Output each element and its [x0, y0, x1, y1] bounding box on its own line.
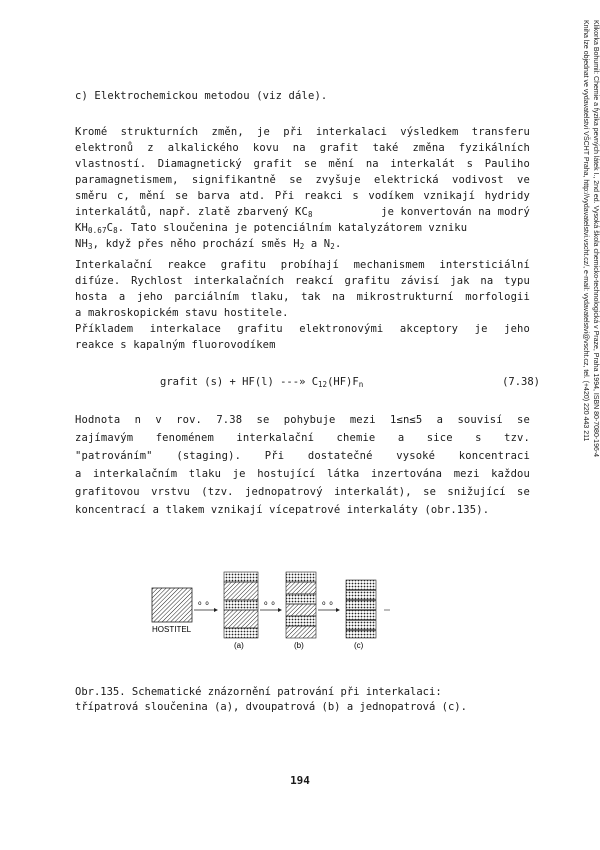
paragraph-line: difúze. Rychlost interkalačních reakcí grafitu závisí jak na typu: [75, 275, 530, 287]
side-publication-note: [560, 20, 600, 600]
guest-layer: [224, 600, 258, 610]
text-fragment: , když přes něho prochází směs H: [92, 238, 300, 250]
paragraph-line: "patrováním" (staging). Při dostatečné vysoké koncentraci: [75, 450, 530, 462]
arrow-head: [214, 608, 218, 612]
equation-text: grafit (s) + HF(l) ---» C: [160, 376, 319, 388]
page-number: 194: [290, 774, 310, 787]
text-fragment: KH: [75, 222, 88, 234]
text-fragment: a N: [304, 238, 331, 250]
graphite-layer: [286, 604, 316, 616]
caption-line-1: Obr.135. Schematické znázornění patrování při interkalaci:: [75, 686, 442, 698]
graphite-layer: [286, 582, 316, 594]
paragraph-line: zajímavým fenoménem interkalační chemie a sice s tzv.: [75, 432, 530, 444]
guest-layer: [286, 594, 316, 604]
label-b: (b): [294, 641, 304, 650]
paragraph-line: Interkalační reakce grafitu probíhají mechanismem intersticiální: [75, 259, 530, 271]
intercalation-arrow-label: o o: [322, 600, 333, 607]
paragraph-line: koncentrací a tlakem vznikají vícepatrové interkaláty (obr.135).: [75, 504, 490, 516]
paragraph-line: Příkladem interkalace grafitu elektronovými akceptory je jeho: [75, 323, 530, 335]
host-label: HOSTITEL: [152, 625, 192, 634]
paragraph-line-nh3: [75, 238, 530, 251]
arrow-head: [336, 608, 340, 612]
subscript: 8: [307, 210, 313, 219]
paragraph-line: a interkalačním tlaku je hostující látka inzertována mezi každou: [75, 468, 530, 480]
paragraph-line-kh: [75, 222, 530, 235]
paragraph-line: směru c, mění se barva atd. Při reakci s vodíkem vznikají hydridy: [75, 190, 530, 202]
guest-layer: [224, 572, 258, 582]
paragraph-line: elektronů z alkalického kovu na grafit také změna fyzikálních: [75, 142, 530, 154]
equation-number: (7.38): [502, 376, 540, 388]
subscript: 3: [87, 242, 93, 251]
graphite-layer: [286, 626, 316, 638]
subscript: 12: [318, 380, 328, 389]
method-item-c: c) Elektrochemickou metodou (viz dále).: [75, 90, 328, 102]
label-a: (a): [234, 641, 244, 650]
guest-layer: [286, 572, 316, 582]
arrow-head: [278, 608, 282, 612]
caption-line-2: třípatrová sloučenina (a), dvoupatrová (b) a jednopatrová (c).: [75, 701, 467, 713]
staging-schematic-figure: [150, 570, 410, 650]
guest-layer: [224, 628, 258, 638]
side-note-line-1: Klikorka Bohumil: Chemie a fyzika pevných látek I., 2nd ed. Vysoká škola chemicko-technologická v Praze, Praha 1994, ISBN 80-7080-196-4: [592, 20, 599, 458]
text-fragment: interkalátů, např. zlatě zbarvený KC: [75, 206, 308, 218]
label-c: (c): [354, 641, 364, 650]
paragraph-line: a makroskopickém stavu hostitele.: [75, 307, 289, 319]
host-graphite-block: [152, 588, 192, 622]
paragraph-line-kc8: [75, 206, 530, 219]
equation-text: (HF)F: [327, 376, 359, 388]
text-fragment: .: [334, 238, 342, 250]
paragraph-line: Kromé strukturních změn, je při interkalaci výsledkem transferu: [75, 126, 530, 138]
subscript: 8: [113, 226, 118, 235]
intercalation-arrow-label: o o: [264, 600, 275, 607]
equation-7-38: [160, 376, 540, 388]
guest-layer: [286, 616, 316, 626]
guest-layer-stack: [346, 580, 376, 638]
text-fragment: . Tato sloučenina je potenciálním katalyzátorem vzniku: [117, 222, 468, 234]
subscript: n: [358, 380, 364, 389]
text-fragment: C: [106, 222, 114, 234]
subscript: 2: [299, 242, 305, 251]
subscript: 2: [330, 242, 335, 251]
graphite-layer: [224, 610, 258, 628]
intercalation-arrow-label: o o: [198, 600, 209, 607]
text-fragment: NH: [75, 238, 88, 250]
subscript: 0.67: [87, 226, 107, 235]
paragraph-line: paramagnetismem, signifikantně se zvyšuje elektrická vodivost ve: [75, 174, 530, 186]
figure-caption: [75, 685, 530, 715]
graphite-layer: [224, 582, 258, 600]
paragraph-line: reakce s kapalným fluorovodíkem: [75, 339, 276, 351]
side-note-line-2: Kniha lze objednat ve vydavatelství VŠCHT Praha, http://vydavatelstvi.vscht.cz/, e-mail: vydavatelstvi@vscht.cz, tel. (+420) 220 443 211: [582, 20, 589, 442]
text-fragment: je konvertován na modrý: [381, 206, 530, 218]
paragraph-line: grafitovou vrstvu (tzv. jednopatrový interkalát), se snižující se: [75, 486, 530, 498]
paragraph-line: Hodnota n v rov. 7.38 se pohybuje mezi 1≤n≤5 a souvisí se: [75, 414, 530, 426]
paragraph-line: hosta a jeho parciálním tlaku, tak na mikrostrukturní morfologii: [75, 291, 530, 303]
paragraph-line: vlastností. Diamagnetický grafit se mění na interkalát s Pauliho: [75, 158, 530, 170]
